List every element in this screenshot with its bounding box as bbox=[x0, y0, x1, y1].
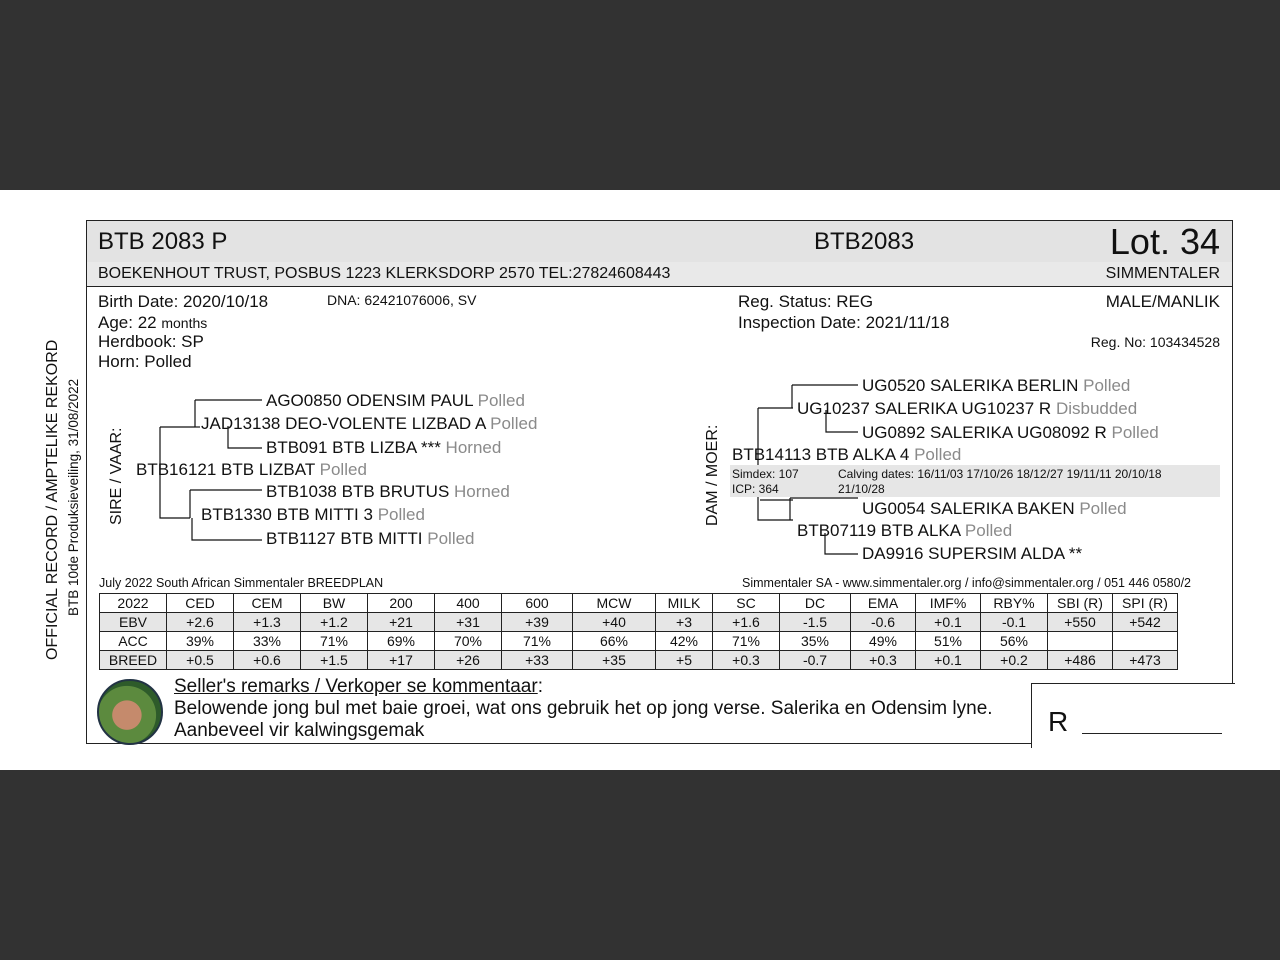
breedplan-cell: 69% bbox=[368, 632, 435, 651]
breedplan-cell: 71% bbox=[713, 632, 780, 651]
remarks-line-1: Belowende jong bul met baie groei, wat ons gebruik het op jong verse. Salerika en Odensim lyne. bbox=[174, 698, 993, 719]
dam-label: DAM / MOER: bbox=[704, 424, 721, 526]
dam-name: BTB14113 BTB ALKA 4 Polled bbox=[732, 445, 962, 464]
breedplan-cell: +31 bbox=[435, 613, 502, 632]
breedplan-cell: -0.1 bbox=[981, 613, 1048, 632]
breedplan-cell: 51% bbox=[916, 632, 981, 651]
breedplan-cell: 66% bbox=[573, 632, 656, 651]
price-line[interactable] bbox=[1082, 733, 1222, 734]
breedplan-cell: +1.6 bbox=[713, 613, 780, 632]
sire-dam-sire: BTB1038 BTB BRUTUS Horned bbox=[266, 482, 510, 501]
breedplan-row bbox=[100, 651, 1178, 670]
breedplan-cell: +35 bbox=[573, 651, 656, 670]
breedplan-cell: +40 bbox=[573, 613, 656, 632]
sire-sire-sire: AGO0850 ODENSIM PAUL Polled bbox=[266, 391, 525, 410]
breedplan-cell: ACC bbox=[100, 632, 167, 651]
breedplan-header-cell: 2022 bbox=[100, 594, 167, 613]
breedplan-cell: 35% bbox=[780, 632, 851, 651]
sire-sire: JAD13138 DEO-VOLENTE LIZBAD A Polled bbox=[201, 414, 538, 433]
breedplan-header-cell: RBY% bbox=[981, 594, 1048, 613]
breedplan-row bbox=[100, 613, 1178, 632]
herdbook: Herdbook: SP bbox=[98, 332, 204, 351]
lot-number: Lot. 34 bbox=[1109, 221, 1220, 262]
sire-dam-dam: BTB1127 BTB MITTI Polled bbox=[266, 529, 475, 548]
breedplan-cell: 33% bbox=[234, 632, 301, 651]
breedplan-cell: +39 bbox=[502, 613, 573, 632]
breed-name: SIMMENTALER bbox=[1105, 265, 1220, 282]
breedplan-header-cell: MILK bbox=[656, 594, 713, 613]
breedplan-cell: +3 bbox=[656, 613, 713, 632]
age-value: Age: 22 bbox=[98, 313, 157, 332]
breedplan-header-cell: IMF% bbox=[916, 594, 981, 613]
breedplan-cell: 70% bbox=[435, 632, 502, 651]
breeder-address: BOEKENHOUT TRUST, POSBUS 1223 KLERKSDORP 2570 TEL:27824608443 bbox=[98, 265, 671, 282]
breedplan-cell: +1.2 bbox=[301, 613, 368, 632]
dam-sire-dam: UG0892 SALERIKA UG08092 R Polled bbox=[862, 423, 1159, 442]
breedplan-cell: +1.3 bbox=[234, 613, 301, 632]
breedplan-cell: +0.1 bbox=[916, 613, 981, 632]
breedplan-header-cell: SC bbox=[713, 594, 780, 613]
breedplan-cell: EBV bbox=[100, 613, 167, 632]
breedplan-cell: +2.6 bbox=[167, 613, 234, 632]
breedplan-cell: +0.1 bbox=[916, 651, 981, 670]
dam-performance-box bbox=[730, 465, 1220, 497]
breedplan-cell: -1.5 bbox=[780, 613, 851, 632]
breedplan-cell: BREED bbox=[100, 651, 167, 670]
breedplan-cell: 39% bbox=[167, 632, 234, 651]
breedplan-header-cell: CEM bbox=[234, 594, 301, 613]
breedplan-table bbox=[99, 593, 1178, 670]
animal-id: BTB 2083 P bbox=[98, 228, 228, 255]
calving-dates-cont: 21/10/28 bbox=[838, 482, 885, 496]
breedplan-cell: 56% bbox=[981, 632, 1048, 651]
sale-catalogue-page bbox=[0, 190, 1280, 770]
remarks-title: Seller's remarks / Verkoper se kommentaar: bbox=[174, 676, 543, 697]
breedplan-cell: 71% bbox=[502, 632, 573, 651]
breedplan-header-cell: 200 bbox=[368, 594, 435, 613]
breedplan-contact: Simmentaler SA - www.simmentaler.org / info@simmentaler.org / 051 446 0580/2 bbox=[742, 576, 1192, 590]
breedplan-row bbox=[100, 594, 1178, 613]
breedplan-header-cell: SPI (R) bbox=[1113, 594, 1178, 613]
breedplan-cell: 42% bbox=[656, 632, 713, 651]
horn-status: Horn: Polled bbox=[98, 352, 192, 371]
sire-label: SIRE / VAAR: bbox=[108, 427, 125, 525]
official-record-label: OFFICIAL RECORD / AMPTELIKE REKORD bbox=[44, 339, 61, 660]
breedplan-cell: +17 bbox=[368, 651, 435, 670]
breedplan-note: July 2022 South African Simmentaler BREEDPLAN bbox=[99, 576, 384, 590]
breedplan-cell: +0.2 bbox=[981, 651, 1048, 670]
breedplan-header-cell: SBI (R) bbox=[1048, 594, 1113, 613]
breedplan-cell: +542 bbox=[1113, 613, 1178, 632]
breedplan-cell: 71% bbox=[301, 632, 368, 651]
breedplan-cell: +0.5 bbox=[167, 651, 234, 670]
breedplan-cell: +0.3 bbox=[713, 651, 780, 670]
breedplan-header-cell: CED bbox=[167, 594, 234, 613]
simdex: Simdex: 107 bbox=[732, 467, 799, 481]
dam-sire-sire: UG0520 SALERIKA BERLIN Polled bbox=[862, 376, 1131, 395]
breedplan-header-cell: EMA bbox=[851, 594, 916, 613]
breedplan-header-cell: 400 bbox=[435, 594, 502, 613]
breedplan-cell: +21 bbox=[368, 613, 435, 632]
breedplan-cell: +550 bbox=[1048, 613, 1113, 632]
sire-name: BTB16121 BTB LIZBAT Polled bbox=[136, 460, 367, 479]
simmentaler-logo bbox=[97, 679, 163, 745]
icp: ICP: 364 bbox=[732, 482, 779, 496]
breedplan-cell bbox=[1113, 632, 1178, 651]
dam-sire: UG10237 SALERIKA UG10237 R Disbudded bbox=[797, 399, 1138, 418]
breedplan-cell: +26 bbox=[435, 651, 502, 670]
sex: MALE/MANLIK bbox=[1105, 292, 1220, 311]
breedplan-header-cell: BW bbox=[301, 594, 368, 613]
breedplan-cell: +1.5 bbox=[301, 651, 368, 670]
price-box bbox=[1031, 683, 1235, 748]
animal-code: BTB2083 bbox=[814, 228, 915, 255]
breedplan-cell: +0.6 bbox=[234, 651, 301, 670]
breedplan-cell: -0.7 bbox=[780, 651, 851, 670]
dam-dam: BTB07119 BTB ALKA Polled bbox=[797, 521, 1013, 540]
breedplan-header-cell: 600 bbox=[502, 594, 573, 613]
reg-number: Reg. No: 103434528 bbox=[1090, 334, 1220, 350]
breedplan-cell bbox=[1048, 632, 1113, 651]
sire-dam: BTB1330 BTB MITTI 3 Polled bbox=[201, 505, 425, 524]
dam-dam-sire: UG0054 SALERIKA BAKEN Polled bbox=[862, 499, 1127, 518]
inspection-date: Inspection Date: 2021/11/18 bbox=[738, 313, 950, 332]
breedplan-header-cell: DC bbox=[780, 594, 851, 613]
sire-sire-dam: BTB091 BTB LIZBA *** Horned bbox=[266, 438, 502, 457]
dam-dam-dam: DA9916 SUPERSIM ALDA ** bbox=[862, 544, 1083, 563]
breedplan-cell: +0.3 bbox=[851, 651, 916, 670]
breedplan-cell: -0.6 bbox=[851, 613, 916, 632]
sale-name-label: BTB 10de Produksieveiling, 31/08/2022 bbox=[66, 378, 81, 616]
breedplan-cell: +5 bbox=[656, 651, 713, 670]
remarks-line-2: Aanbeveel vir kalwingsgemak bbox=[174, 720, 425, 741]
breedplan-cell: +486 bbox=[1048, 651, 1113, 670]
age-unit: months bbox=[161, 315, 208, 331]
breedplan-header-cell: MCW bbox=[573, 594, 656, 613]
breedplan-cell: +473 bbox=[1113, 651, 1178, 670]
birth-date: Birth Date: 2020/10/18 bbox=[98, 292, 269, 311]
breedplan-cell: +33 bbox=[502, 651, 573, 670]
reg-status: Reg. Status: REG bbox=[738, 292, 874, 311]
breedplan-row bbox=[100, 632, 1178, 651]
calving-dates: Calving dates: 16/11/03 17/10/26 18/12/27 19/11/11 20/10/18 bbox=[838, 467, 1162, 481]
dna-info: DNA: 62421076006, SV bbox=[327, 292, 477, 308]
price-currency: R bbox=[1048, 706, 1069, 737]
breedplan-cell: 49% bbox=[851, 632, 916, 651]
